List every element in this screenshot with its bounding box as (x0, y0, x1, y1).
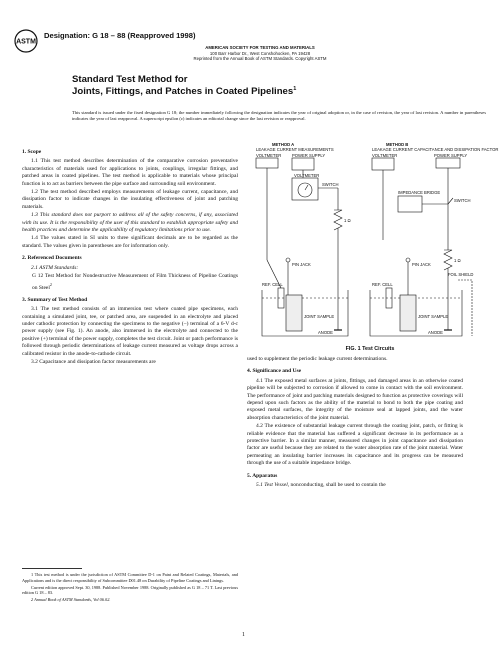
figure-method-a-title: METHOD A (272, 142, 295, 147)
figure-label-voltmeter: VOLTMETER (256, 153, 282, 158)
figure-label-voltmeter: VOLTMETER (294, 173, 320, 178)
reference-item (22, 273, 238, 292)
figure-label-switch-b: SWITCH (454, 198, 471, 203)
section-heading: 5. Apparatus (247, 472, 278, 479)
figure-method-b-subtitle: LEAKAGE CURRENT CAPACITANCE AND DISSIPATION FACTOR (372, 147, 499, 152)
figure-label-ref-cell: REF. CELL (262, 282, 283, 287)
section-heading: 4. Significance and Use (247, 368, 302, 375)
title-line-1: Standard Test Method for (72, 74, 188, 85)
figure-label-ref-cell-b: REF. CELL (372, 282, 393, 287)
figure-label-power-supply: POWER SUPPLY (292, 153, 326, 158)
figure-method-b-title: METHOD B (386, 142, 409, 147)
paragraph: 1.2 The test method described employs measurements of leakage current, capacitance, and dissipation factor to indicate changes in the insulating effectiveness of joint and patching materials. (22, 189, 238, 210)
section-heading: 3. Summary of Test Method (22, 296, 88, 303)
footnote: 2 Annual Book of ASTM Standards, Vol 06.02. (31, 597, 111, 603)
figure-label-anode-b: ANODE (428, 330, 443, 335)
designation: Designation: G 18 – 88 (Reapproved 1998) (44, 31, 196, 40)
figure-label-power-supply-b: POWER SUPPLY (434, 153, 468, 158)
paragraph: 2.1 ASTM Standards: (31, 264, 79, 271)
publisher-line: Reprinted from the Annual Book of ASTM Standards. Copyright ASTM (193, 56, 327, 62)
paragraph-label: 5.1 Test Vessel (256, 482, 288, 489)
paragraph: 1.1 This test method describes determination of the comparative corrosion preventative characteristics of materials used for applications to joints, couplings, irregular fittings, and patched areas in coated pipelines. The test method is applicable to materials whose principal function is to act as barriers between the pipe surface and surrounding soil environment. (22, 158, 238, 187)
figure-label-joint-sample-b: JOINT SAMPLE (418, 314, 449, 319)
title-text: Joints, Fittings, and Patches in Coated Pipelines (72, 86, 294, 98)
figure-method-a-subtitle: LEAKAGE CURRENT MEASUREMENTS (256, 147, 334, 152)
footnote: Current edition approved Sept. 30, 1988. Published November 1988. Originally published as G 18 – 71 T. Last previous edition G 18 – 83. (22, 584, 238, 596)
footnote: 1 This test method is under the jurisdiction of ASTM Committee D-1 on Paint and Related Coatings, Materials, and Applications and is the direct responsibility of Subcommittee D01.48 on Durability of Pipeline Coatings and Linings. (22, 572, 238, 583)
paragraph: 4.1 The exposed metal surfaces at joints, fittings, and damaged areas in an otherwise coated pipeline will be subjected to corrosion if allowed to come in contact with the soil environment. The performance of joint and patching materials designed to function as protective coverings will depend upon such factors as the ability of the material to bond to both the pipe coating and exposed metal surfaces, the integrity of the moisture seal at lapped joints, and the water absorption characteristics of the joint material. (247, 377, 463, 421)
footnotes (22, 572, 238, 604)
section-heading: 2. Referenced Documents (22, 255, 82, 262)
paragraph-text: , nonconducting, shall be used to contain the (287, 482, 386, 489)
figure-label-pin-jack-b: PIN JACK (412, 262, 431, 267)
figure-label-ohm: 1 Ω (344, 218, 351, 223)
paragraph: 4.2 The existence of substantial leakage current through the coating joint, patch, or fitting is reliable evidence that the material has suffered a significant decrease in its performance as a protective barrier. In a similar manner, measured changes in joint capacitance and dissipation factor are useful because they are related to the water absorption rate of the joint material. Water permeating an insulating barrier increases its capacitance and its progress can be measured through the use of a suitable impedance bridge. (247, 423, 463, 467)
figure-label-foil-shield: FOIL SHIELD (448, 272, 474, 277)
paragraph: 1.4 The values stated in SI units to three significant decimals are to be regarded as the standard. The values given in parentheses are for information only. (22, 235, 238, 249)
left-column (22, 144, 238, 367)
right-column (247, 356, 463, 491)
section-heading: 1. Scope (22, 149, 42, 155)
figure-label-switch: SWITCH (322, 182, 339, 187)
publisher-line: 100 Barr Harbor Dr., West Conshohocken, PA 19428 (209, 50, 311, 56)
figure-label-pin-jack: PIN JACK (292, 262, 311, 267)
figure-label-impedance-bridge: IMPEDANCE BRIDGE (398, 190, 441, 195)
test-circuits-figure (248, 140, 499, 345)
preamble: This standard is issued under the fixed designation G 18; the number immediately following the designation indicates the year of original adoption or, in the case of revision, the year of last revision. A number in parentheses indicates the year of last reapproval. A superscript epsilon (ε) indicates an editorial change since the last revision or reapproval. (72, 110, 486, 122)
astm-logo (14, 27, 38, 55)
figure-caption: FIG. 1 Test Circuits (345, 346, 395, 352)
publisher-line: AMERICAN SOCIETY FOR TESTING AND MATERIALS (205, 45, 315, 50)
figure-label-voltmeter-b: VOLTMETER (372, 153, 398, 158)
reference-mark: 2 (49, 281, 52, 287)
page-number: 1 (242, 632, 245, 638)
title-footnote-mark: 1 (293, 86, 297, 92)
footnote-rule (22, 568, 82, 569)
reference-text: G 12 Test Method for Nondestructive Measurement of Film Thickness of Pipeline Coatings on Steel (32, 273, 238, 291)
paragraph: 3.2 Capacitance and dissipation factor measurements are (31, 358, 156, 365)
paragraph (247, 482, 463, 489)
svg-text:ASTM: ASTM (16, 38, 36, 46)
figure-label-joint-sample: JOINT SAMPLE (304, 314, 335, 319)
paragraph-continuation: used to supplement the periodic leakage current determinations. (247, 356, 388, 362)
paragraph: 1.3 This standard does not purport to address all of the safety concerns, if any, associated with its use. It is the responsibility of the user of this standard to establish appropriate safety and health practices and determine the applicability of regulatory limitations prior to use. (22, 212, 238, 234)
title-line-2 (72, 86, 296, 97)
publisher-block (160, 45, 360, 62)
paragraph: 3.1 The test method consists of an immersion test where coated pipe specimens, each containing a simulated joint, tee, or patched area, are suspended in an electrolyte and placed under cathodic protection by connecting the specimens to the negative (−) terminal of a 6-V d-c power supply (see Fig. 1). An anode, also immersed in the electrolyte and connected to the positive (+) terminal of the power supply, completes the test circuit. Joint or patch performance is followed through periodic determinations of leakage current measured as voltage drops across a calibrated resistor in the anode-to-cathode circuit. (22, 306, 238, 357)
figure-label-anode: ANODE (318, 330, 333, 335)
figure-label-ohm-b: 1 Ω (454, 258, 461, 263)
